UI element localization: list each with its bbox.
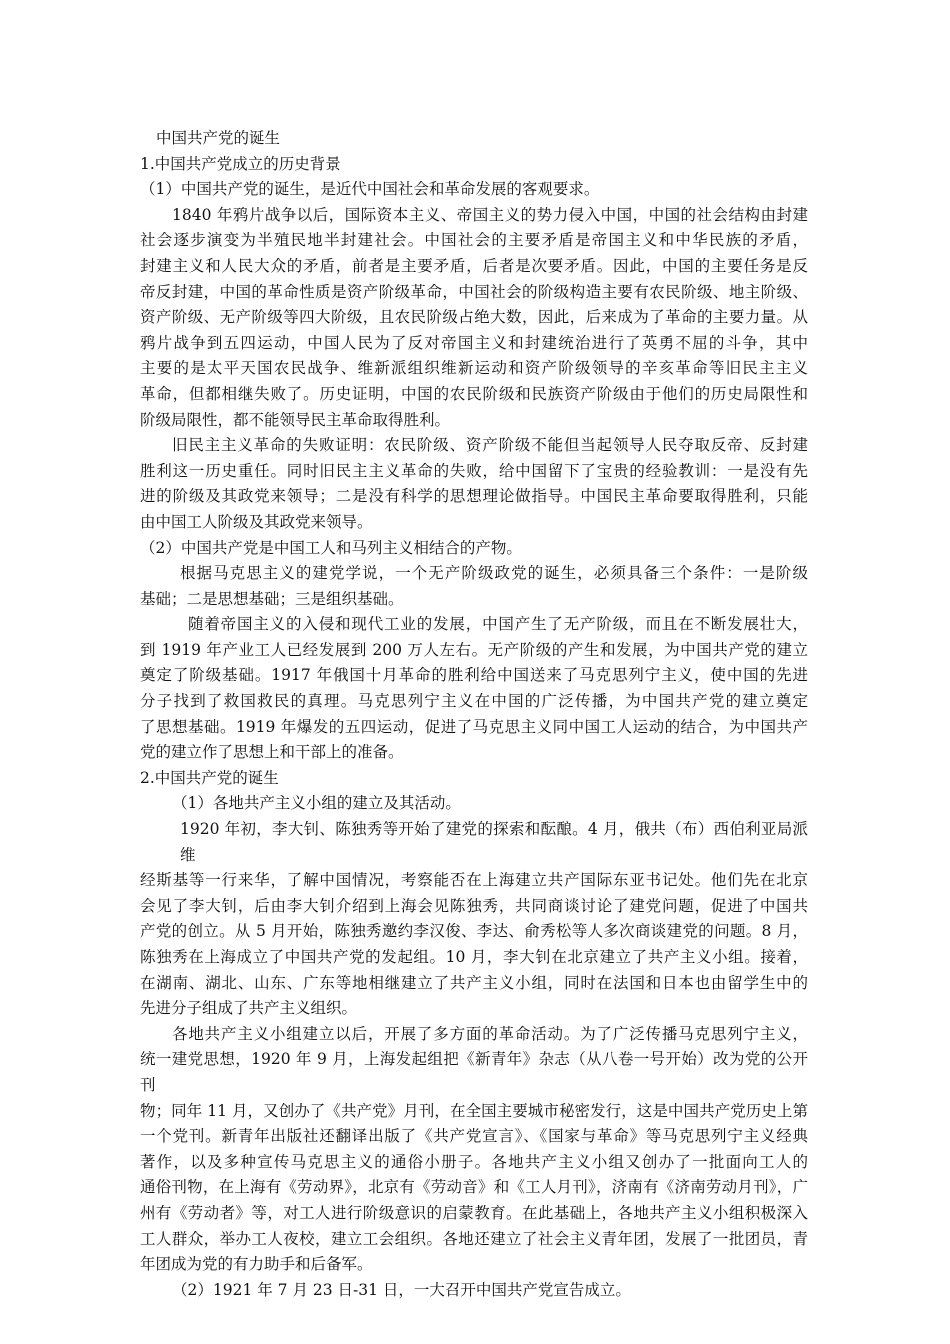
paragraph-line: 由中国工人阶级及其政党来领导。 (140, 512, 373, 531)
paragraph-line: 主要的是太平天国农民战争、维新派组织维新运动和资产阶级领导的辛亥革命等旧民主主义 (140, 359, 808, 378)
paragraph-line: 会见了李大钊，后由李大钊介绍到上海会见陈独秀，共同商谈讨论了建党问题，促进了中国共 (140, 896, 808, 915)
paragraph-line: 奠定了阶级基础。1917 年俄国十月革命的胜利给中国送来了马克思列宁主义，使中国的先进 (140, 666, 808, 685)
subheading: （2）中国共产党是中国工人和马列主义相结合的产物。 (140, 538, 522, 557)
paragraph-line: 胜利这一历史重任。同时旧民主主义革命的失败，给中国留下了宝贵的经验教训：一是没有先 (140, 461, 808, 480)
paragraph-line: 产党的创立。从 5 月开始，陈独秀邀约李汉俊、李达、俞秀松等人多次商谈建党的问题。8 月， (140, 922, 808, 941)
paragraph-line: 著作，以及多种宣传马克思主义的通俗小册子。各地共产主义小组又创办了一批面向工人的 (140, 1152, 808, 1171)
paragraph-line: 工人群众，举办工人夜校，建立工会组织。各地还建立了社会主义青年团，发展了一批团员，青 (140, 1229, 808, 1248)
paragraph-line: 封建主义和人民大众的矛盾，前者是主要矛盾，后者是次要矛盾。因此，中国的主要任务是反 (140, 256, 808, 275)
paragraph-line: 先进分子组成了共产主义组织。 (140, 999, 358, 1018)
subheading: （2）1921 年 7 月 23 日-31 日，一大召开中国共产党宣告成立。 (172, 1280, 631, 1299)
paragraph-line: 通俗刊物，在上海有《劳动界》，北京有《劳动音》和《工人月刊》，济南有《济南劳动月刊》，广 (140, 1178, 808, 1197)
paragraph-line: 了思想基础。1919 年爆发的五四运动，促进了马克思主义同中国工人运动的结合，为中国共产 (140, 717, 808, 736)
paragraph-line: 到 1919 年产业工人已经发展到 200 万人左右。无产阶级的产生和发展，为中国共产党的建立 (140, 640, 808, 659)
document-title: 中国共产党的诞生 (156, 129, 281, 147)
paragraph-line: 党的建立作了思想上和干部上的准备。 (140, 743, 404, 762)
paragraph-line: 鸦片战争到五四运动，中国人民为了反对帝国主义和封建统治进行了英勇不屈的斗争，其中 (140, 333, 808, 352)
paragraph-line: 1840 年鸦片战争以后，国际资本主义、帝国主义的势力侵入中国，中国的社会结构由封建 (172, 205, 808, 224)
paragraph-line: 各地共产主义小组建立以后，开展了多方面的革命活动。为了广泛传播马克思列宁主义， (172, 1024, 808, 1043)
subheading: （1）各地共产主义小组的建立及其活动。 (172, 794, 461, 813)
subheading: （1）中国共产党的诞生，是近代中国社会和革命发展的客观要求。 (140, 180, 600, 199)
paragraph-line: 1920 年初，李大钊、陈独秀等开始了建党的探索和酝酿。4 月，俄共（布）西伯利亚局派维 (180, 820, 808, 864)
paragraph-line: 资产阶级、无产阶级等四大阶级，且农民阶级占绝大数，因此，后来成为了革命的主要力量。从 (140, 308, 808, 327)
paragraph-line: 州有《劳动者》等，对工人进行阶级意识的启蒙教育。在此基础上，各地共产主义小组积极深入 (140, 1203, 808, 1222)
paragraph-line: 统一建党思想，1920 年 9 月，上海发起组把《新青年》杂志（从八卷一号开始）改为党的公开刊 (140, 1050, 808, 1094)
paragraph-line: 阶级局限性，都不能领导民主革命取得胜利。 (140, 410, 451, 429)
paragraph-line: 分子找到了救国救民的真理。马克思列宁主义在中国的广泛传播，为中国共产党的建立奠定 (140, 692, 808, 711)
paragraph-line: 旧民主主义革命的失败证明：农民阶级、资产阶级不能但当起领导人民夺取反帝、反封建 (172, 436, 808, 455)
paragraph-line: 基础；二是思想基础；三是组织基础。 (140, 589, 404, 608)
document-body (140, 126, 808, 1303)
paragraph-line: 陈独秀在上海成立了中国共产党的发起组。10 月，李大钊在北京建立了共产主义小组。接着， (140, 948, 808, 966)
paragraph-line: 经斯基等一行来华，了解中国情况，考察能否在上海建立共产国际东亚书记处。他们先在北京 (140, 871, 808, 890)
section-heading: 1.中国共产党成立的历史背景 (140, 154, 341, 173)
paragraph-line: 革命，但都相继失败了。历史证明，中国的农民阶级和民族资产阶级由于他们的历史局限性和 (140, 384, 808, 403)
paragraph-line: 社会逐步演变为半殖民地半封建社会。中国社会的主要矛盾是帝国主义和中华民族的矛盾， (140, 231, 808, 250)
paragraph-line: 随着帝国主义的入侵和现代工业的发展，中国产生了无产阶级，而且在不断发展壮大， (188, 615, 808, 634)
paragraph-line: 一个党刊。新青年出版社还翻译出版了《共产党宣言》、《国家与革命》等马克思列宁主义经典 (140, 1127, 808, 1146)
paragraph-line: 年团成为党的有力助手和后备军。 (140, 1255, 373, 1274)
paragraph-line: 根据马克思主义的建党学说，一个无产阶级政党的诞生，必须具备三个条件：一是阶级 (180, 564, 808, 583)
section-heading: 2.中国共产党的诞生 (140, 768, 279, 787)
paragraph-line: 在湖南、湖北、山东、广东等地相继建立了共产主义小组，同时在法国和日本也由留学生中的 (140, 973, 808, 992)
paragraph-line: 帝反封建，中国的革命性质是资产阶级革命，中国社会的阶级构造主要有农民阶级、地主阶级、 (140, 282, 808, 301)
paragraph-line: 物；同年 11 月，又创办了《共产党》月刊，在全国主要城市秘密发行，这是中国共产党历史上第 (140, 1101, 808, 1120)
paragraph-line: 进的阶级及其政党来领导；二是没有科学的思想理论做指导。中国民主革命要取得胜利，只能 (140, 487, 808, 506)
